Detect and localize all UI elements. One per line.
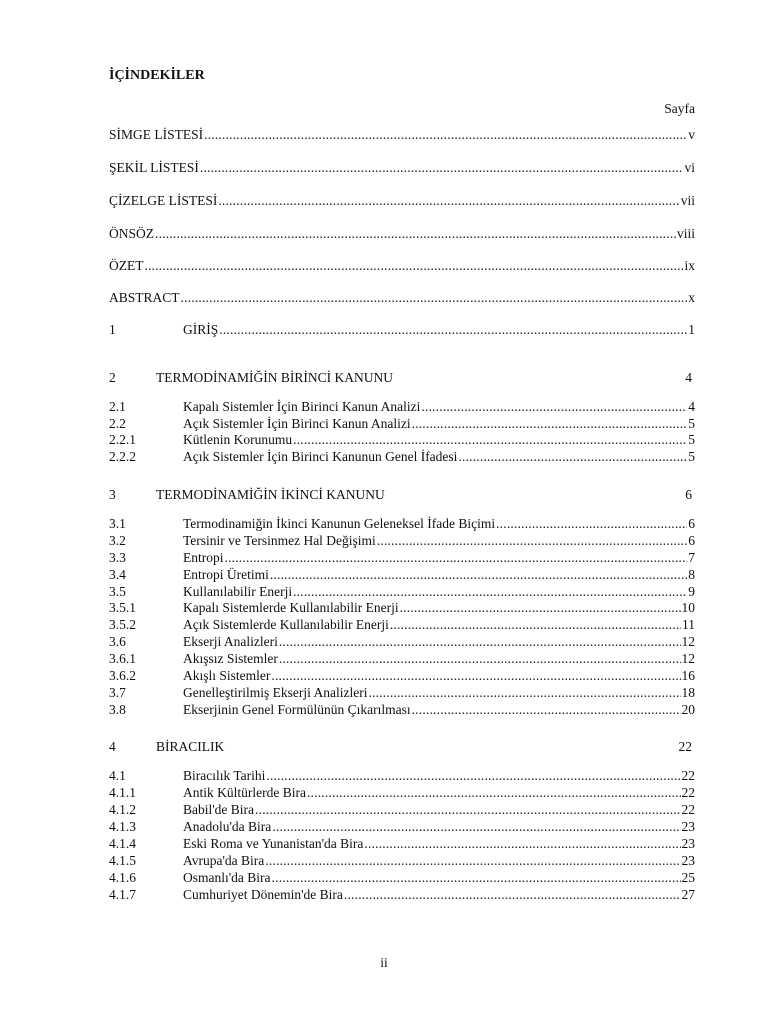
dot-leader xyxy=(364,836,680,852)
toc-entry-page: 12 xyxy=(681,634,695,649)
toc-section-entry[interactable] xyxy=(109,600,695,616)
toc-entry-title: Açık Sistemler İçin Birinci Kanunun Genel İfadesi xyxy=(183,449,458,464)
toc-entry-title: Genelleştirilmiş Ekserji Analizleri xyxy=(183,685,368,700)
toc-section-entry[interactable] xyxy=(109,853,695,869)
toc-entry-number: 3.3 xyxy=(109,550,126,565)
toc-chapter-entry[interactable] xyxy=(109,487,695,503)
dot-leader xyxy=(279,651,681,667)
toc-entry-page: 5 xyxy=(688,432,695,447)
dot-leader xyxy=(200,160,684,176)
toc-entry-number: 3 xyxy=(109,487,116,502)
dot-leader xyxy=(421,399,687,415)
toc-entry-title: Akışlı Sistemler xyxy=(183,668,271,683)
toc-entry-number: 3.6 xyxy=(109,634,126,649)
dot-leader xyxy=(255,802,680,818)
toc-entry-title: Ekserji Analizleri xyxy=(183,634,278,649)
toc-entry-title: BİRACILIK xyxy=(156,739,225,754)
dot-leader xyxy=(155,226,676,242)
toc-entry-title: ÖNSÖZ xyxy=(109,226,155,241)
toc-entry-number: 4.1.2 xyxy=(109,802,136,817)
dot-leader xyxy=(218,193,679,209)
toc-section-entry[interactable] xyxy=(109,702,695,718)
dot-leader xyxy=(400,600,681,616)
toc-entry-page: vii xyxy=(680,193,695,208)
toc-entry-title: Açık Sistemler İçin Birinci Kanun Analizi xyxy=(183,416,411,431)
toc-entry-page: x xyxy=(688,290,695,305)
toc-section-entry[interactable] xyxy=(109,550,695,566)
toc-section-entry[interactable] xyxy=(109,567,695,583)
toc-section-entry[interactable] xyxy=(109,802,695,818)
dot-leader xyxy=(271,668,680,684)
toc-entry-page: 27 xyxy=(681,887,695,902)
toc-entry-number: 3.5.1 xyxy=(109,600,136,615)
dot-leader xyxy=(293,432,687,448)
toc-section-entry[interactable] xyxy=(109,785,695,801)
toc-entry-title: Termodinamiğin İkinci Kanunun Geleneksel İfade Biçimi xyxy=(183,516,496,531)
toc-section-entry[interactable] xyxy=(109,836,695,852)
toc-entry-page: 9 xyxy=(688,584,695,599)
toc-entry-number: 3.6.2 xyxy=(109,668,136,683)
toc-entry-number: 4.1 xyxy=(109,768,126,783)
toc-entry-number: 3.7 xyxy=(109,685,126,700)
dot-leader xyxy=(272,870,681,886)
toc-entry-title: Cumhuriyet Dönemin'de Bira xyxy=(183,887,343,902)
toc-section-entry[interactable] xyxy=(109,819,695,835)
toc-entry-page: 6 xyxy=(688,533,695,548)
toc-section-entry[interactable] xyxy=(109,768,695,784)
toc-entry-page: 20 xyxy=(681,702,695,717)
toc-section-entry[interactable] xyxy=(109,416,695,432)
toc-entry-page: 7 xyxy=(688,550,695,565)
toc-entry-page: 22 xyxy=(678,739,692,754)
dot-leader xyxy=(219,322,687,338)
toc-section-entry[interactable] xyxy=(109,432,695,448)
toc-section-entry[interactable] xyxy=(109,449,695,465)
toc-entry-page: 22 xyxy=(681,785,695,800)
toc-entry-number: 4.1.5 xyxy=(109,853,136,868)
dot-leader xyxy=(181,290,688,306)
toc-entry-page: 6 xyxy=(685,487,692,502)
dot-leader xyxy=(270,567,687,583)
toc-entry-number: 4.1.1 xyxy=(109,785,136,800)
toc-entry-title: ABSTRACT xyxy=(109,290,180,305)
toc-entry-title: Eski Roma ve Yunanistan'da Bira xyxy=(183,836,364,851)
toc-entry-number: 3.1 xyxy=(109,516,126,531)
toc-entry-number: 2.2.1 xyxy=(109,432,136,447)
toc-entry-page: 6 xyxy=(688,516,695,531)
toc-entry-page: 5 xyxy=(688,449,695,464)
toc-entry-title: Kullanılabilir Enerji xyxy=(183,584,293,599)
toc-entry-title: Kapalı Sistemlerde Kullanılabilir Enerji xyxy=(183,600,399,615)
dot-leader xyxy=(279,634,681,650)
toc-entry-page: v xyxy=(688,127,695,142)
toc-entry-page: 1 xyxy=(688,322,695,337)
dot-leader xyxy=(458,449,687,465)
page-column-label: Sayfa xyxy=(664,101,695,116)
toc-entry-title: Osmanlı'da Bira xyxy=(183,870,271,885)
dot-leader xyxy=(377,533,687,549)
toc-entry-page: vi xyxy=(684,160,695,175)
toc-entry-page: 25 xyxy=(681,870,695,885)
toc-entry-title: Biracılık Tarihi xyxy=(183,768,266,783)
dot-leader xyxy=(266,768,680,784)
toc-entry-number: 2.2.2 xyxy=(109,449,136,464)
toc-entry-title: Ekserjinin Genel Formülünün Çıkarılması xyxy=(183,702,411,717)
toc-entry-page: 11 xyxy=(682,617,695,632)
dot-leader xyxy=(145,258,684,274)
toc-entry-page: 23 xyxy=(681,853,695,868)
toc-entry-number: 4.1.6 xyxy=(109,870,136,885)
toc-entry-title: Entropi Üretimi xyxy=(183,567,269,582)
toc-entry-page: 4 xyxy=(685,370,692,385)
toc-entry-title: Kütlenin Korunumu xyxy=(183,432,293,447)
toc-entry-page: 18 xyxy=(681,685,695,700)
toc-entry-page: 4 xyxy=(688,399,695,414)
dot-leader xyxy=(307,785,681,801)
toc-section-entry[interactable] xyxy=(109,399,695,415)
toc-section-entry[interactable] xyxy=(109,668,695,684)
dot-leader xyxy=(390,617,681,633)
toc-entry-title: Kapalı Sistemler İçin Birinci Kanun Analizi xyxy=(183,399,421,414)
toc-entry-number: 2.2 xyxy=(109,416,126,431)
toc-entry-page: viii xyxy=(676,226,695,241)
toc-entry-number: 2 xyxy=(109,370,116,385)
toc-entry-number: 2.1 xyxy=(109,399,126,414)
toc-entry-title: ŞEKİL LİSTESİ xyxy=(109,160,199,175)
toc-section-entry[interactable] xyxy=(109,634,695,650)
toc-section-entry[interactable] xyxy=(109,617,695,633)
toc-entry-page: 5 xyxy=(688,416,695,431)
dot-leader xyxy=(344,887,681,903)
dot-leader xyxy=(225,550,688,566)
toc-section-entry[interactable] xyxy=(109,651,695,667)
toc-entry-number: 3.2 xyxy=(109,533,126,548)
toc-entry-title: ÖZET xyxy=(109,258,144,273)
toc-section-entry[interactable] xyxy=(109,584,695,600)
toc-entry-title: Anadolu'da Bira xyxy=(183,819,272,834)
toc-heading: İÇİNDEKİLER xyxy=(109,68,205,83)
dot-leader xyxy=(272,819,680,835)
toc-section-entry[interactable] xyxy=(109,685,695,701)
toc-entry-title: Avrupa'da Bira xyxy=(183,853,265,868)
toc-front-entry[interactable] xyxy=(109,226,695,242)
toc-entry-page: 23 xyxy=(681,836,695,851)
toc-entry-page: 22 xyxy=(681,768,695,783)
toc-entry-page: 16 xyxy=(681,668,695,683)
toc-entry-title: SİMGE LİSTESİ xyxy=(109,127,204,142)
toc-section-entry[interactable] xyxy=(109,533,695,549)
toc-front-entry[interactable] xyxy=(109,290,695,306)
dot-leader xyxy=(265,853,680,869)
toc-entry-title: ÇİZELGE LİSTESİ xyxy=(109,193,218,208)
toc-entry-number: 3.4 xyxy=(109,567,126,582)
toc-section-entry[interactable] xyxy=(109,516,695,532)
dot-leader xyxy=(412,416,688,432)
toc-front-entry[interactable] xyxy=(109,258,695,274)
toc-entry-title: GİRİŞ xyxy=(183,322,219,337)
toc-entry-page: 22 xyxy=(681,802,695,817)
toc-entry-page: 12 xyxy=(681,651,695,666)
toc-entry-number: 3.6.1 xyxy=(109,651,136,666)
toc-entry-number: 4 xyxy=(109,739,116,754)
toc-entry-page: 8 xyxy=(688,567,695,582)
toc-entry-number: 3.8 xyxy=(109,702,126,717)
dot-leader xyxy=(368,685,680,701)
toc-entry-number: 1 xyxy=(109,322,116,337)
toc-entry-title: Tersinir ve Tersinmez Hal Değişimi xyxy=(183,533,376,548)
toc-front-entry[interactable] xyxy=(109,160,695,176)
toc-entry-title: TERMODİNAMİĞİN İKİNCİ KANUNU xyxy=(156,487,385,502)
toc-front-entry[interactable] xyxy=(109,127,695,143)
toc-entry-number: 4.1.4 xyxy=(109,836,136,851)
dot-leader xyxy=(496,516,687,532)
toc-front-entry[interactable] xyxy=(109,193,695,209)
toc-chapter-entry[interactable] xyxy=(109,739,695,755)
toc-entry-page: 10 xyxy=(681,600,695,615)
toc-entry-number: 3.5 xyxy=(109,584,126,599)
toc-section-entry[interactable] xyxy=(109,322,695,338)
toc-chapter-entry[interactable] xyxy=(109,370,695,386)
dot-leader xyxy=(204,127,687,143)
dot-leader xyxy=(412,702,681,718)
toc-section-entry[interactable] xyxy=(109,870,695,886)
toc-entry-title: Antik Kültürlerde Bira xyxy=(183,785,306,800)
toc-entry-title: Babil'de Bira xyxy=(183,802,255,817)
toc-entry-title: TERMODİNAMİĞİN BİRİNCİ KANUNU xyxy=(156,370,393,385)
toc-entry-title: Entropi xyxy=(183,550,224,565)
toc-entry-number: 4.1.3 xyxy=(109,819,136,834)
toc-entry-title: Akışsız Sistemler xyxy=(183,651,278,666)
toc-section-entry[interactable] xyxy=(109,887,695,903)
toc-entry-page: ix xyxy=(684,258,695,273)
toc-entry-number: 3.5.2 xyxy=(109,617,136,632)
toc-entry-title: Açık Sistemlerde Kullanılabilir Enerji xyxy=(183,617,389,632)
toc-entry-page: 23 xyxy=(681,819,695,834)
toc-entry-number: 4.1.7 xyxy=(109,887,136,902)
page-number-footer: ii xyxy=(380,955,388,970)
dot-leader xyxy=(293,584,687,600)
